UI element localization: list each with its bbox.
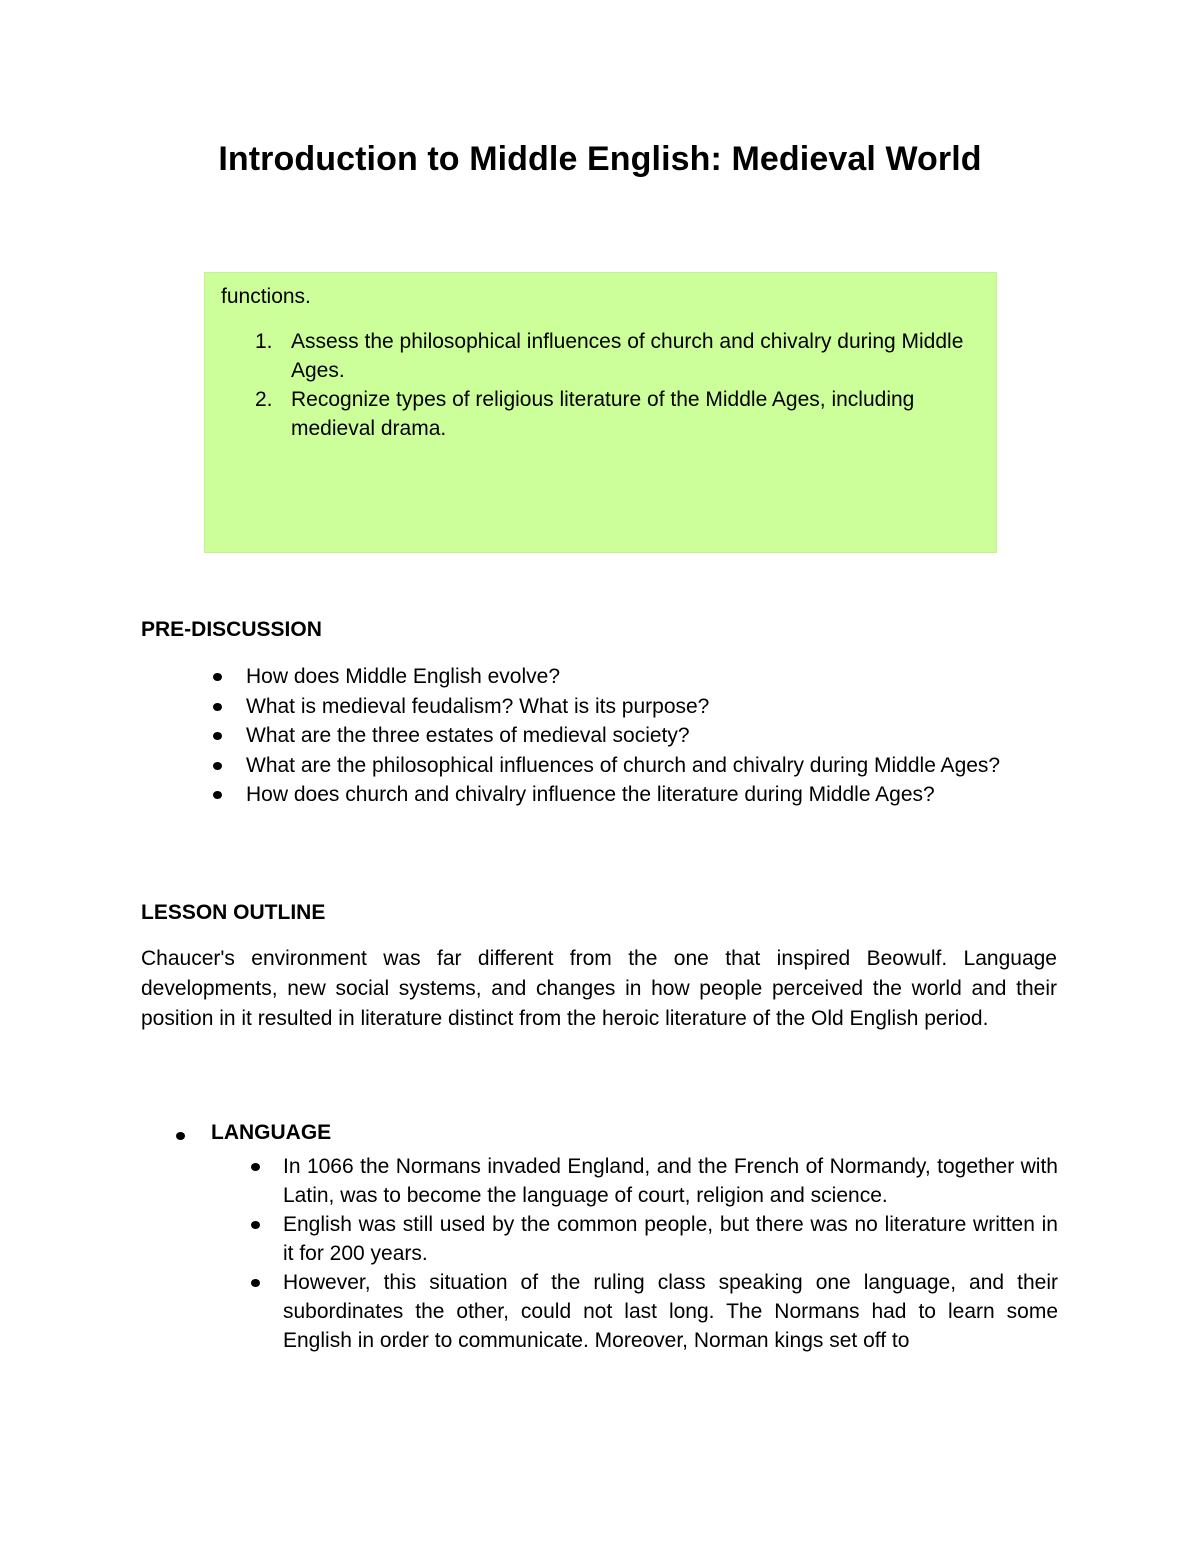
objective-text: Assess the philosophical influences of church and chivalry during Middle Ages.	[291, 330, 964, 382]
lesson-outline-intro: Chaucer's environment was far different from the one that inspired Beowulf. Language developments, new social systems, and changes in how people perceived the world and their position in it resulted in literature distinct from the heroic literature of the Old English period.	[141, 947, 1057, 1030]
language-points-list	[248, 1152, 1058, 1355]
pre-discussion-list	[141, 662, 1061, 810]
question-text: How does church and chivalry influence the literature during Middle Ages?	[246, 783, 935, 806]
bullet-icon	[213, 703, 222, 711]
objectives-lead: functions.	[221, 285, 311, 308]
bullet-icon	[213, 732, 222, 740]
objective-text: Recognize types of religious literature of the Middle Ages, including medieval drama.	[291, 388, 915, 440]
question-text: What are the three estates of medieval society?	[246, 724, 690, 747]
bullet-icon	[251, 1221, 260, 1229]
question-text: What is medieval feudalism? What is its purpose?	[246, 694, 710, 718]
objectives-box	[204, 272, 997, 553]
language-point-text: English was still used by the common people, but there was no literature written in it for 200 years.	[283, 1213, 1058, 1265]
question-text: How does Middle English evolve?	[246, 665, 561, 688]
language-heading: LANGUAGE	[211, 1121, 332, 1144]
list-item	[141, 780, 1061, 810]
pre-discussion-heading: PRE-DISCUSSION	[141, 618, 322, 641]
list-item	[141, 721, 1061, 751]
list-item	[141, 751, 1061, 781]
bullet-icon	[213, 673, 222, 681]
list-item	[248, 1210, 1058, 1268]
bullet-icon	[176, 1132, 185, 1140]
question-text: What are the philosophical influences of church and chivalry during Middle Ages?	[246, 753, 1001, 777]
bullet-icon	[213, 791, 222, 799]
list-item	[141, 692, 1061, 722]
bullet-icon	[213, 762, 222, 770]
lesson-outline-heading: LESSON OUTLINE	[141, 901, 326, 924]
language-point-text: In 1066 the Normans invaded England, and the French of Normandy, together with Latin, was to become the language of court, religion and science.	[283, 1155, 1058, 1207]
list-item	[141, 662, 1061, 692]
objective-number: 2.	[255, 388, 273, 411]
bullet-icon	[251, 1163, 260, 1171]
list-item	[248, 1268, 1058, 1355]
document-title: Introduction to Middle English: Medieval World	[218, 140, 982, 178]
bullet-icon	[251, 1279, 260, 1287]
objective-number: 1.	[255, 330, 273, 353]
list-item	[248, 1152, 1058, 1210]
language-point-text: However, this situation of the ruling class speaking one language, and their subordinates the other, could not last long. The Normans had to learn some English in order to communicate. Moreover, Norman kings set off to	[283, 1271, 1058, 1352]
